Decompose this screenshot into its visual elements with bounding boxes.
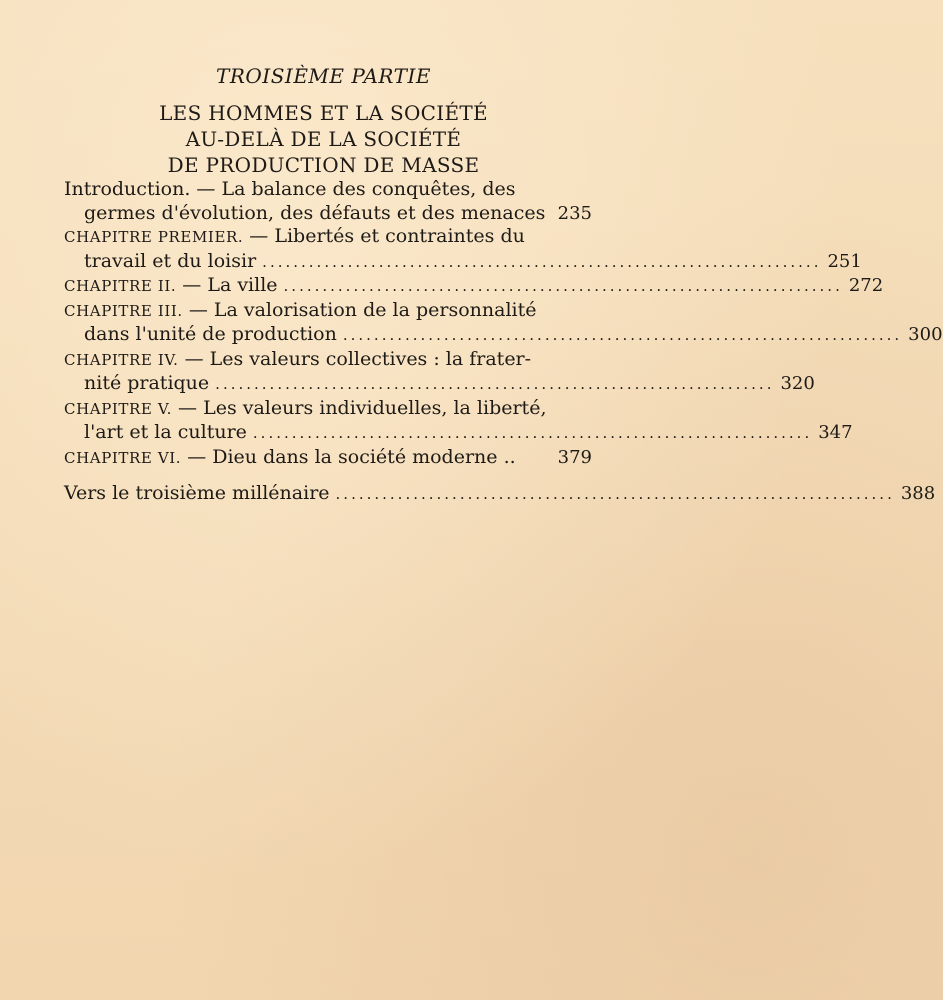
toc-entry-label: CHAPITRE III. xyxy=(64,301,183,320)
toc-page-number: 235 xyxy=(557,202,592,224)
toc-page-number: 251 xyxy=(827,250,862,272)
toc-entry-title: — La ville xyxy=(176,274,278,296)
toc-leader-dots: ........................................................................ xyxy=(342,326,903,344)
toc-leader-dots: ........................................................................ xyxy=(215,375,775,393)
toc-entry-title-cont: germes d'évolution, des défauts et des menaces xyxy=(84,201,546,224)
toc-leader-dots: ........................................................................ xyxy=(283,277,843,295)
section-title-line: DE PRODUCTION DE MASSE xyxy=(167,153,480,177)
table-of-contents xyxy=(64,178,943,507)
toc-entry-label: CHAPITRE VI. xyxy=(64,448,182,467)
toc-entry-title: — Les valeurs collectives : la frater- xyxy=(178,347,532,370)
toc-entry-chapter-3 xyxy=(64,298,943,348)
part-title: TROISIÈME PARTIE xyxy=(216,64,431,88)
toc-entry-label: CHAPITRE IV. xyxy=(64,350,179,369)
toc-leader-dots: ........................................................................ xyxy=(262,252,822,271)
toc-page-number: 320 xyxy=(780,373,815,394)
section-title-line: LES HOMMES ET LA SOCIÉTÉ xyxy=(159,101,488,125)
toc-page-number: 300 xyxy=(908,324,943,345)
toc-entry-chapter-6 xyxy=(64,446,592,471)
toc-leader-dots: ........................................................................ xyxy=(252,424,813,442)
toc-entry-chapter-4 xyxy=(64,347,815,397)
toc-entry-title: Vers le troisième millénaire xyxy=(64,482,330,504)
toc-leader-dots: ........................................................................ xyxy=(335,485,895,503)
toc-entry-title: — La balance des conquêtes, des xyxy=(190,178,516,200)
toc-entry-label: CHAPITRE PREMIER. xyxy=(64,228,244,246)
toc-page-number: 379 xyxy=(557,446,592,468)
toc-entry-chapter-2 xyxy=(64,274,884,299)
toc-entry-title: — La valorisation de la personnalité xyxy=(182,298,537,321)
toc-entry-title: — Libertés et contraintes du xyxy=(243,225,525,247)
section-title-line: AU-DELÀ DE LA SOCIÉTÉ xyxy=(185,127,462,151)
toc-entry-title-cont: l'art et la culture xyxy=(84,421,247,443)
toc-entry-introduction xyxy=(64,178,592,225)
toc-entry-chapter-5 xyxy=(64,396,853,446)
toc-entry-title: — Les valeurs individuelles, la liberté, xyxy=(172,396,547,419)
toc-entry-title-cont: dans l'unité de production xyxy=(84,323,337,345)
toc-entry-title-cont: nité pratique xyxy=(84,372,210,394)
toc-entry-label: Introduction. xyxy=(64,178,191,200)
toc-page-number: 272 xyxy=(848,275,884,296)
toc-page-number: 388 xyxy=(900,483,936,504)
toc-entry-closing xyxy=(64,482,936,507)
toc-entry-label: CHAPITRE II. xyxy=(64,277,177,295)
toc-entry-label: CHAPITRE V. xyxy=(64,399,173,418)
toc-page-number: 347 xyxy=(818,422,853,443)
toc-entry-title: — Dieu dans la société moderne .. xyxy=(181,445,516,468)
toc-entry-title-cont: travail et du loisir xyxy=(84,249,257,272)
section-title xyxy=(0,100,647,178)
toc-entry-chapter-1 xyxy=(64,225,862,274)
